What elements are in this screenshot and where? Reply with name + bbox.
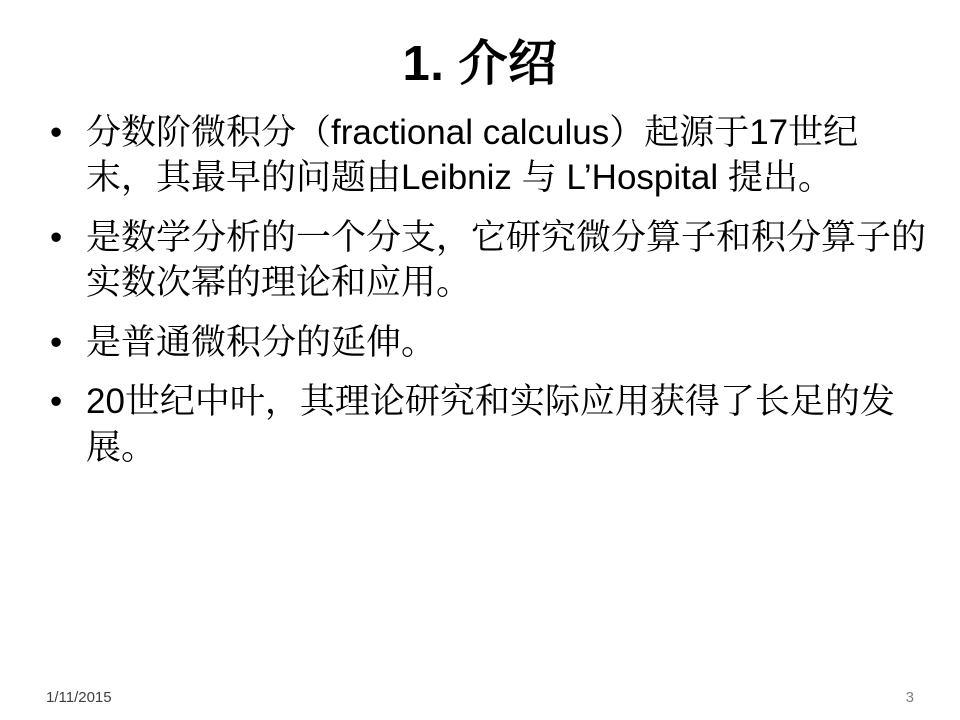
list-item-text: 是普通微积分的延伸。 bbox=[86, 322, 437, 362]
list-item-text: 20世纪中叶，其理论研究和实际应用获得了长足的发展。 bbox=[86, 382, 895, 467]
bullet-list bbox=[34, 110, 926, 471]
page-title: 1. 介绍 bbox=[402, 37, 558, 91]
bullet-marker-icon: • bbox=[50, 382, 63, 422]
list-item bbox=[34, 379, 926, 470]
footer-page-number: 3 bbox=[905, 689, 914, 706]
bullet-marker-icon: • bbox=[50, 322, 63, 362]
bullet-marker-icon: • bbox=[50, 217, 63, 257]
list-item bbox=[34, 215, 926, 306]
slide-body bbox=[34, 110, 926, 471]
slide-footer bbox=[0, 682, 960, 706]
footer-date: 1/11/2015 bbox=[46, 689, 112, 706]
list-item bbox=[34, 110, 926, 201]
bullet-marker-icon: • bbox=[50, 112, 63, 152]
list-item bbox=[34, 320, 926, 366]
list-item-text: 是数学分析的一个分支，它研究微分算子和积分算子的实数次幂的理论和应用。 bbox=[86, 217, 927, 303]
list-item-text: 分数阶微积分（fractional calculus）起源于17世纪末，其最早的问题由Leibniz 与 L’Hospital 提出。 bbox=[86, 112, 859, 198]
